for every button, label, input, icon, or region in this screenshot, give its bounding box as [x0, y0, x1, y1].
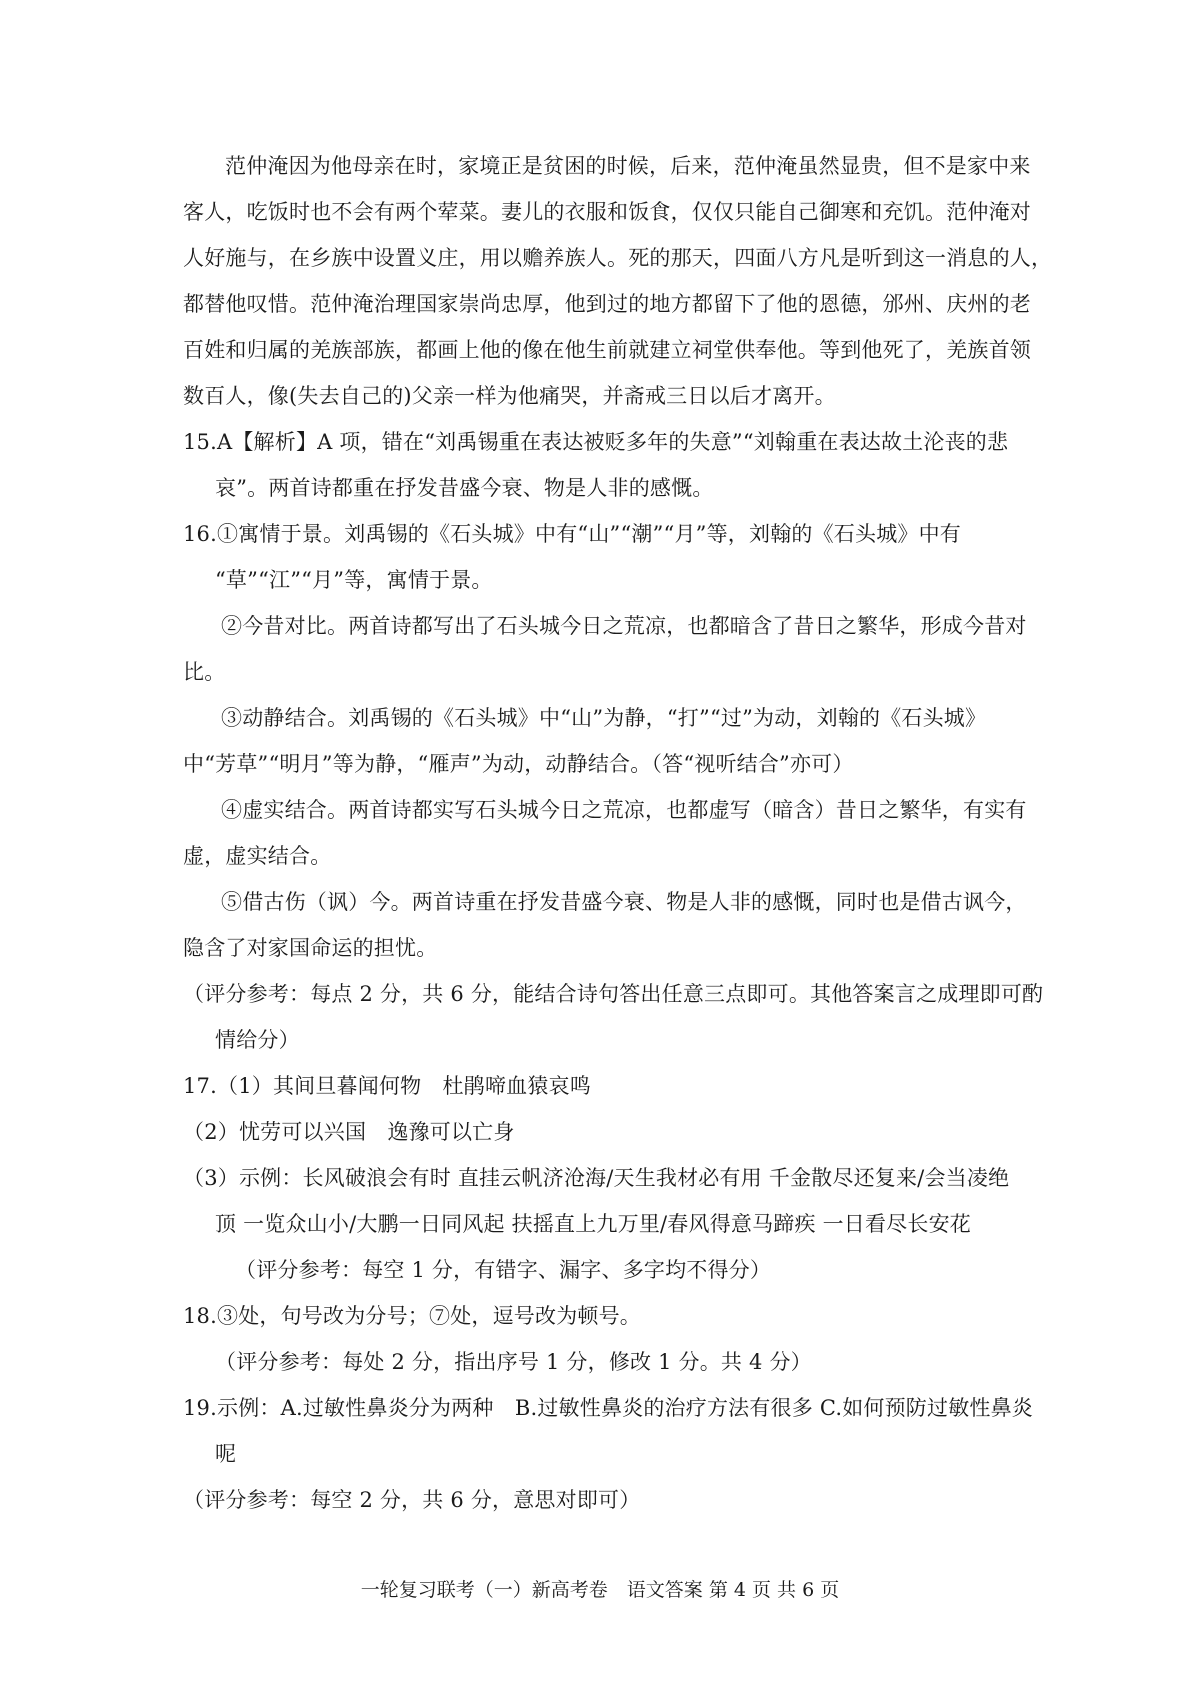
q18-answer: 18.③处，句号改为分号；⑦处，逗号改为顿号。 [183, 1304, 641, 1328]
q16-point-4: ④虚实结合。两首诗都实写石头城今日之荒凉，也都虚写（暗含）昔日之繁华，有实有 [221, 798, 1027, 822]
q15-answer-line: 15.A【解析】A 项，错在“刘禹锡重在表达被贬多年的失意”“刘翰重在表达故土沦丧的悲 [183, 430, 1009, 454]
q17-answer-3-cont: 顶 一览众山小/大鹏一日同风起 扶摇直上九万里/春风得意马蹄疾 一日看尽长安花 [215, 1212, 971, 1236]
translation-line: 百姓和归属的羌族部族，都画上他的像在他生前就建立祠堂供奉他。等到他死了，羌族首领 [183, 338, 1031, 362]
q16-point-5: ⑤借古伤（讽）今。两首诗重在抒发昔盛今衰、物是人非的感慨，同时也是借古讽今， [221, 890, 1027, 914]
translation-line: 范仲淹因为他母亲在时，家境正是贫困的时候，后来，范仲淹虽然显贵，但不是家中来 [225, 154, 1031, 178]
q17-answer-3: （3）示例：长风破浪会有时 直挂云帆济沧海/天生我材必有用 千金散尽还复来/会当凌绝 [183, 1166, 1010, 1190]
q19-scoring-note: （评分参考：每空 2 分，共 6 分，意思对即可） [183, 1488, 641, 1512]
q16-point-5-cont: 隐含了对家国命运的担忧。 [183, 936, 438, 960]
translation-line: 都替他叹惜。范仲淹治理国家崇尚忠厚，他到过的地方都留下了他的恩德，邠州、庆州的老 [183, 292, 1031, 316]
q16-scoring-note-cont: 情给分） [215, 1028, 300, 1052]
translation-line: 客人，吃饭时也不会有两个荤菜。妻儿的衣服和饭食，仅仅只能自己御寒和充饥。范仲淹对 [183, 200, 1031, 224]
q16-answer-line: “草”“江”“月”等，寓情于景。 [215, 568, 493, 592]
q16-point-3: ③动静结合。刘禹锡的《石头城》中“山”为静，“打”“过”为动，刘翰的《石头城》 [221, 706, 987, 730]
q19-answer: 19.示例：A.过敏性鼻炎分为两种 B.过敏性鼻炎的治疗方法有很多 C.如何预防过敏性鼻炎 [183, 1396, 1034, 1420]
q18-scoring-note: （评分参考：每处 2 分，指出序号 1 分，修改 1 分。共 4 分） [215, 1350, 812, 1374]
translation-line: 数百人，像(失去自己的)父亲一样为他痛哭，并斋戒三日以后才离开。 [183, 384, 836, 408]
q16-point-4-cont: 虚，虚实结合。 [183, 844, 332, 868]
q17-answer-2: （2）忧劳可以兴国 逸豫可以亡身 [183, 1120, 515, 1144]
answer-content [183, 150, 1053, 1530]
q17-answer-1: 17.（1）其间旦暮闻何物 杜鹃啼血猿哀鸣 [183, 1074, 591, 1098]
q19-answer-cont: 呢 [215, 1442, 237, 1466]
q16-point-3-cont: 中“芳草”“明月”等为静，“雁声”为动，动静结合。（答“视听结合”亦可） [183, 752, 854, 776]
q16-answer-line: 16.①寓情于景。刘禹锡的《石头城》中有“山”“潮”“月”等，刘翰的《石头城》中有 [183, 522, 962, 546]
q16-point-2-cont: 比。 [183, 660, 226, 684]
q15-answer-line: 哀”。两首诗都重在抒发昔盛今衰、物是人非的感慨。 [215, 476, 714, 500]
q16-point-2: ②今昔对比。两首诗都写出了石头城今日之荒凉，也都暗含了昔日之繁华，形成今昔对 [221, 614, 1027, 638]
translation-line: 人好施与，在乡族中设置义庄，用以赡养族人。死的那天，四面八方凡是听到这一消息的人， [183, 246, 1053, 270]
q17-scoring-note: （评分参考：每空 1 分，有错字、漏字、多字均不得分） [235, 1258, 772, 1282]
q16-scoring-note: （评分参考：每点 2 分，共 6 分，能结合诗句答出任意三点即可。其他答案言之成理即可酌 [183, 982, 1044, 1006]
page-footer: 一轮复习联考（一）新高考卷 语文答案 第 4 页 共 6 页 [360, 1579, 840, 1601]
